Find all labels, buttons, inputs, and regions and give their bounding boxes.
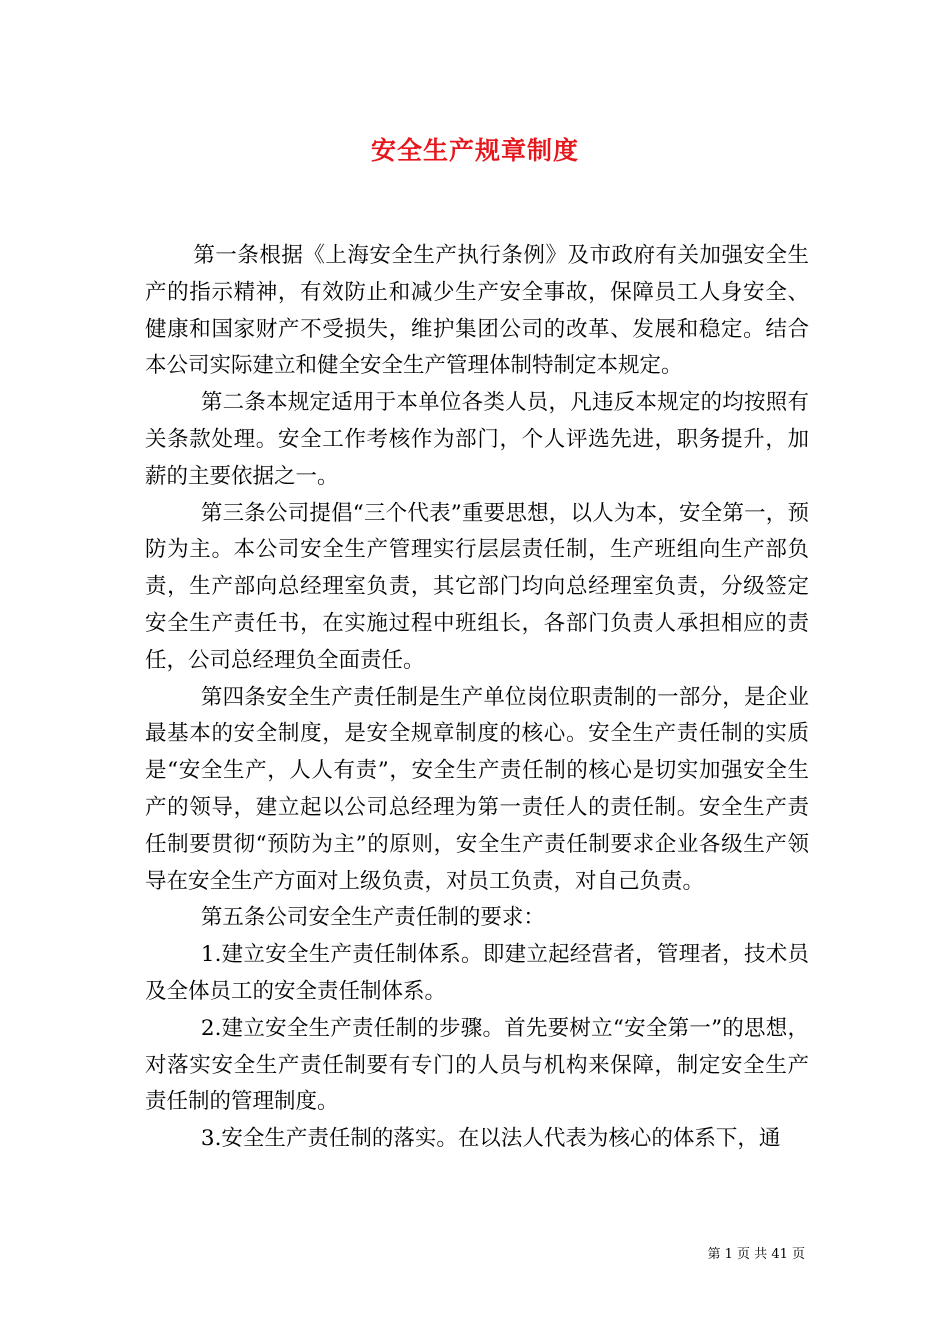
list-item-1: 1.建立安全生产责任制体系。即建立起经营者，管理者，技术员及全体员工的安全责任制体系。 [145,942,809,1004]
paragraph-article-2: 第二条本规定适用于本单位各类人员，凡违反本规定的均按照有关条款处理。安全工作考核作为部门，个人评选先进，职务提升，加薪的主要依据之一。 [145,390,809,489]
page-title: 安全生产规章制度 [370,136,579,165]
list-item-2: 2.建立安全生产责任制的步骤。首先要树立“安全第一”的思想，对落实安全生产责任制要有专门的人员与机构来保障，制定安全生产责任制的管理制度。 [145,1015,809,1115]
paragraph-article-3: 第三条公司提倡“三个代表”重要思想，以人为本，安全第一，预防为主。本公司安全生产管理实行层层责任制，生产班组向生产部负责，生产部向总经理室负责，其它部门均向总经理室负责，分级签定安全生产责任书，在实施过程中班组长，各部门负责人承担相应的责任，公司总经理负全面责任。 [145,500,809,673]
paragraph-article-4: 第四条安全生产责任制是生产单位岗位职责制的一部分，是企业最基本的安全制度，是安全规章制度的核心。安全生产责任制的实质是“安全生产，人人有责”，安全生产责任制的核心是切实加强安全生产的领导，建立起以公司总经理为第一责任人的责任制。安全生产责任制要贯彻“预防为主”的原则，安全生产责任制要求企业各级生产领导在安全生产方面对上级负责，对员工负责，对自己负责。 [145,684,809,894]
page-number: 第 1 页 共 41 页 [707,1247,805,1262]
paragraph-article-1: 第一条根据《上海安全生产执行条例》及市政府有关加强安全生产的指示精神，有效防止和减少生产安全事故，保障员工人身安全、健康和国家财产不受损失，维护集团公司的改革、发展和稳定。结合本公司实际建立和健全安全生产管理体制特制定本规定。 [145,243,809,379]
paragraph-article-5: 第五条公司安全生产责任制的要求： [200,905,545,931]
document-body [145,238,809,1158]
list-item-3: 3.安全生产责任制的落实。在以法人代表为核心的体系下，通 [200,1126,781,1152]
